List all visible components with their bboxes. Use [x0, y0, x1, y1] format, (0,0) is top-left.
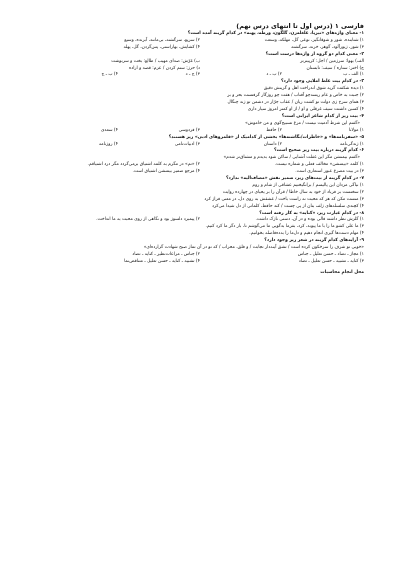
question-7	[36, 176, 364, 211]
option: ۳) ج ـ د	[185, 72, 200, 78]
poem-line: «خوبی تو شرف را سرخکون کرده است / تشق آینه‌دار تجابت / و فلق، محراب / که تو در آن تماز صبح شهادت گزارده‌ای»	[143, 245, 364, 251]
option: ۲) سختست بر فرباد از خود به سال خاطا / قرآن را بر یحیای در چهارده روایت	[222, 189, 364, 195]
question-stem: ۹- آرایه‌های کدام گزینه در شعر زیر وجود دارد؟	[264, 238, 364, 244]
option: ۲) جنبت به خاص و عام ریسه‌چو آفتاب / هفت چو روزگار گرفتست بحر و بر	[227, 93, 364, 99]
option: ۳) منست مکن که هر که محبت نه راست باخت / عشقش به روی دل، در معنی فراز کرد	[204, 196, 364, 202]
question-stem: ۲- معنی کدام دو گروه از واژه‌ها درست است؟	[265, 51, 364, 57]
option: ۱) گلزش نظر داشته فالی بوده و در آن، دستی نازک داشت.	[255, 217, 364, 223]
option: ۱) دیده شکفت گریه شوق اندراخت اهل و گزینش دقیق	[263, 86, 364, 92]
question-9	[36, 238, 364, 266]
question-stem: ۶- کدام گزینه درباره بیت زیر صحیح است؟	[274, 148, 364, 154]
poem-line: «گفتم این شرط آدمیت نیست / مرغ تسبیح‌گوی و من خاموش»	[245, 120, 360, 126]
option: ۴) مهام دست‌ها گیری انجام دهیم و دل‌ما را به‌ده‌فاصله بخوانیم.	[249, 231, 364, 237]
option: ۱) شتابنده، شور و شوقانگیز، نوعی گل، مهلکه، وسعت	[264, 37, 364, 43]
option: ۳) همای سرخ زی دولت تو کشت ریان / عقاب جرّار در دشمن تو زند چنگال	[227, 100, 364, 106]
option: ۳) شور، زیورآلود، گوهر، خرند، سرگشته	[291, 44, 364, 50]
option: ۴) کشایش، بهاراستی، پس‌گردن، گل، پهله	[123, 44, 200, 50]
calculations-area-label: محل انجام محاسبات	[320, 269, 364, 275]
question-stem: ۸- در کدام عبارت زیر، «کنایه» به کار رفته است؟	[259, 210, 364, 216]
option: ج) اختر: ستاره / سیف: تابستان	[306, 65, 364, 71]
question-2	[36, 52, 364, 80]
question-5	[36, 135, 364, 149]
question-8	[36, 211, 364, 239]
question-stem: ۴- بیت زیر از کدام شاعر ایرانی است؟	[281, 113, 364, 119]
option: ب) غرّش: صدای مهیب / طالع: بخت و سرنوشت	[111, 58, 200, 64]
exam-title: فارسی ۱ (درس اول تا انتهای درس نهم)	[236, 22, 364, 30]
option: د) حرز: ستم کردن / عزم: قصد و اراده	[128, 65, 200, 71]
question-6	[36, 148, 364, 176]
option: ۴) روزنامه	[98, 141, 118, 147]
question-3	[36, 79, 364, 114]
option: ۳) فردوسی	[178, 127, 200, 133]
option: ۲) «تم» در مگرم به کلمه اشتیاق برمی‌گردد مگر درد اشتیاقم.	[87, 162, 200, 168]
option: ۴) ب ـ ج	[101, 72, 118, 78]
option: ۱) نیاگی مردان این پالیسم / برانگیختیم عشاقی از شام و روم	[252, 182, 364, 188]
option: ۳) در بیت مصرع عبور استعاری است.	[295, 169, 364, 175]
option: ۴) کچندی سلسله‌های زلف بتان از پی چست / کند حافظ، کلماتی از دل شیدا می‌کرد	[212, 203, 364, 209]
option: ۴) تشبیه ـ کنایه ـ حسن تعلیل ـ متناقض‌نما	[124, 258, 200, 264]
question-4	[36, 114, 364, 135]
option: ۴) کسبن داشتت سیف غرقلی و او / از او کمتر امروز سیار داری	[247, 106, 364, 112]
option: ۱) الف ـ ب	[343, 72, 364, 78]
option: ۱) زندگی‌نامه	[339, 141, 364, 147]
question-stem: ۷- در کدام گزینه از بیت‌های زیر، ضمیر نقش «مضاف‌الیه» ندارد؟	[225, 176, 364, 182]
option: ۲) ب ـ د	[266, 72, 282, 78]
option: ۴) سعدی	[100, 127, 118, 133]
option: ۳) کنایه ـ تشبیه ـ حسن تعلیل ـ تضاد	[298, 258, 364, 264]
option: ۴) مرجع ضمیر بیمنشن اشتیاق است.	[132, 169, 200, 175]
option: الف) بهوا: سرزمین / اجل: کرپیترتر	[300, 58, 364, 64]
question-1	[36, 31, 364, 52]
option: ۳) ادبیات‌نامی	[174, 141, 200, 147]
question-stem: ۱- معنای واژه‌های «تیزپا، غلغله‌زن، گلگون، ورطه، پهنه» در کدام گزینه آمده است؟	[187, 31, 364, 36]
poem-line: «گفتم بیمنشن مگر این غفلت آشنایی / ساکن شود بدیدم و مشتاق‌تر شدم»	[223, 155, 360, 161]
question-stem: ۵- «سفرنامه‌ها» و «خاطرات/نگاشته‌ها» بخشی از کدامیک از «قلمروهای ادبی» زیر هستند؟	[168, 134, 364, 140]
option: ۲) پیمبرد دلسوز بود و نگاهی از روی محبت به ما انداخت.	[96, 217, 200, 223]
option: ۱) کلمه «بیمنشن» مخالف فعلی و شماره نیست.	[274, 162, 364, 168]
option: ۲) جناس ـ مراعات‌نظیر ـ کنایه ـ تضاد	[132, 252, 200, 257]
option: ۱) مولانا	[348, 127, 364, 133]
option: ۲) سریع، سرگشته، بی‌مانند، آبرنده، وسیع	[124, 37, 200, 43]
option: ۲) داستان	[263, 141, 282, 147]
question-stem: ۳- در کدام بیت غلط املایی وجود دارد؟	[280, 79, 364, 85]
option: ۲) حافظ	[266, 127, 282, 133]
option: ۱) مجاز ـ تضاد ـ حسن تعلیل ـ جناس	[297, 252, 364, 257]
option: ۳) ما علی کشو ما را با ما پیوند، کرد، بفرما بدگویی ما می‌گوشم تا، بار دگر ما کرد کنیم.	[205, 224, 364, 230]
